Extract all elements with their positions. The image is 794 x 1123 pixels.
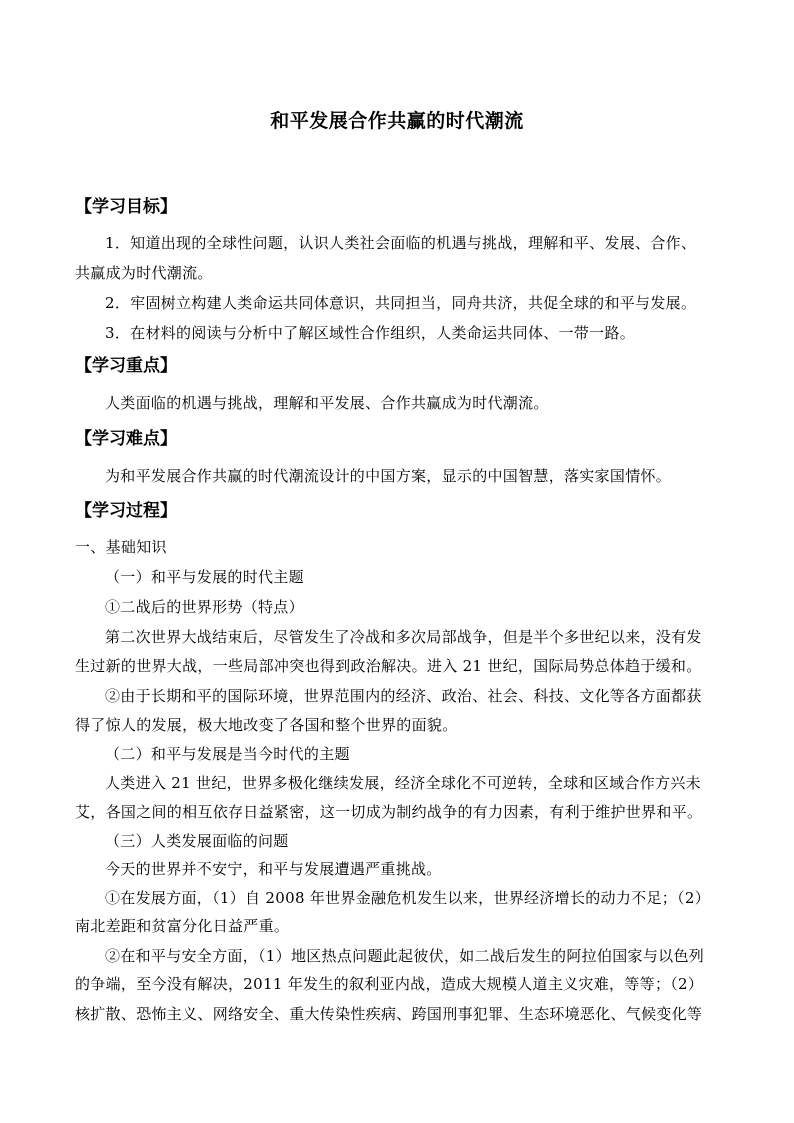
section-heading-process: 【学习过程】 [75, 501, 177, 521]
process-line: ②由于长期和平的国际环境，世界范围内的经济、政治、社会、科技、文化等各方面都获 [105, 687, 702, 705]
process-line: 生过新的世界大战，一些局部冲突也得到政治解决。进入 21 世纪，国际局势总体趋于缓和。 [75, 657, 702, 675]
process-line: 得了惊人的发展，极大地改变了各国和整个世界的面貌。 [75, 716, 458, 734]
section-heading-difficulty: 【学习难点】 [75, 429, 177, 449]
process-line: 今天的世界并不安宁，和平与发展遭遇严重挑战。 [105, 860, 442, 878]
process-line: 的争端，至今没有解决，2011 年发生的叙利亚内战，造成大规模人道主义灾难，等等；（2） [75, 975, 704, 993]
process-line: （一）和平与发展的时代主题 [105, 568, 304, 586]
key-line: 人类面临的机遇与挑战，理解和平发展、合作共赢成为时代潮流。 [105, 394, 549, 412]
goal-line: 共赢成为时代潮流。 [75, 264, 213, 282]
process-line: 第二次世界大战结束后，尽管发生了冷战和多次局部战争，但是半个多世纪以来，没有发 [105, 628, 702, 646]
goal-line: 3．在材料的阅读与分析中了解区域性合作组织，人类命运共同体、一带一路。 [105, 324, 636, 342]
process-line: 艾，各国之间的相互依存日益紧密，这一切成为制约战争的有力因素，有利于维护世界和平。 [75, 803, 703, 821]
difficulty-line: 为和平发展合作共赢的时代潮流设计的中国方案，显示的中国智慧，落实家国情怀。 [105, 467, 672, 485]
process-line: （三）人类发展面临的问题 [105, 832, 289, 850]
process-line: ①在发展方面，（1）自 2008 年世界金融危机发生以来，世界经济增长的动力不足；（2） [105, 889, 711, 907]
process-line: ①二战后的世界形势（特点） [105, 598, 304, 616]
process-line: 人类进入 21 世纪，世界多极化继续发展，经济全球化不可逆转，全球和区域合作方兴未 [105, 774, 701, 792]
process-line: 核扩散、恐怖主义、网络安全、重大传染性疾病、跨国刑事犯罪、生态环境恶化、气候变化等 [75, 1005, 703, 1023]
process-line: （二）和平与发展是当今时代的主题 [105, 745, 350, 763]
process-line: ②在和平与安全方面，（1）地区热点问题此起彼伏，如二战后发生的阿拉伯国家与以色列 [105, 947, 705, 965]
document-title: 和平发展合作共赢的时代潮流 [270, 110, 524, 132]
process-line: 一、基础知识 [75, 538, 167, 556]
goal-line: 2．牢固树立构建人类命运共同体意识，共同担当，同舟共济，共促全球的和平与发展。 [105, 294, 697, 312]
process-line: 南北差距和贫富分化日益严重。 [75, 917, 290, 935]
goal-line: 1．知道出现的全球性问题，认识人类社会面临的机遇与挑战，理解和平、发展、合作、 [105, 234, 697, 252]
section-heading-key: 【学习重点】 [75, 356, 177, 376]
section-heading-goals: 【学习目标】 [75, 197, 177, 217]
